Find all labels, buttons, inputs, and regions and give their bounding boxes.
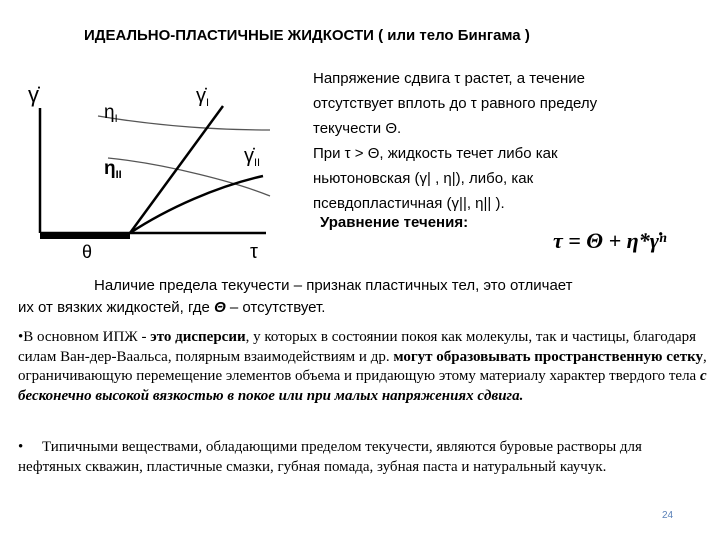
bullet-bold-text: это дисперсии [150, 329, 246, 345]
bullet-text: , ограничивающую перемещение элементов объема и придающую этому материалу характер твердого тела [18, 348, 707, 384]
description-line: псевдопластичная (γ||, η|| ). [313, 195, 505, 212]
bullet-text: В основном ИПЖ - [23, 329, 151, 345]
gamma-1-line [130, 106, 223, 233]
y-axis-label: γ̇ [28, 82, 39, 107]
theta-label: θ [82, 242, 93, 262]
gamma-2-label: $\gammȧ_{II}$ [244, 145, 261, 169]
gamma-1-label: $\gammȧ_I$ [196, 85, 210, 109]
bullet-mark: • [18, 329, 24, 345]
description-line: отсутствует вплоть до τ равного пределу [313, 95, 598, 112]
bullet-bold-italic-text: с бесконечно высокой вязкостью в покое или при малых напряжениях сдвига. [18, 368, 707, 404]
paragraph-line-1: Наличие предела текучести – признак пластичных тел, это отличает [94, 277, 573, 294]
bingham-flow-graph [18, 68, 298, 263]
bullet-text: Типичными веществами, обладающими пределом текучести, являются буровые растворы для нефтяных скважин, пластичные смазки, губная помада, зубная паста и натуральный каучук. [18, 439, 642, 475]
bullet-mark: • [18, 439, 24, 455]
yield-stress-paragraph [18, 275, 708, 319]
eta-1-label: $\eta_I$ [104, 102, 118, 125]
flow-equation-text: τ = Θ + η*γ̇ⁿ [553, 228, 667, 253]
eta-1-curve [98, 116, 270, 130]
flow-equation [553, 222, 703, 262]
eta-2-label: $\eta_{II}$ [104, 158, 122, 181]
equation-label: Уравнение течения: [320, 214, 469, 231]
description-line: текучести Θ. [313, 120, 402, 137]
bullet-bold-text: могут образовывать пространственную сетку [393, 348, 704, 365]
bullet-text: , у которых в состоянии покоя как молекулы, так и частицы, благодаря силам Ван-дер-Ваальса, полярным взаимодействиям и др. [18, 329, 697, 365]
paragraph-line-2-end: – отсутствует. [225, 299, 326, 316]
x-axis-label: τ [250, 241, 258, 263]
description-block [313, 66, 708, 216]
paragraph-line-2: их от вязких жидкостей, где [18, 299, 215, 316]
description-line: Напряжение сдвига τ растет, а течение [313, 70, 585, 87]
description-line: ньютоновская (γ| , η|), либо, как [313, 170, 534, 187]
bullet-examples [18, 438, 708, 477]
theta-symbol: Θ [214, 299, 226, 316]
bullet-dispersions [18, 328, 708, 406]
description-line: При τ > Θ, жидкость течет либо как [313, 145, 558, 162]
page-number: 24 [662, 510, 674, 521]
slide-title: ИДЕАЛЬНО-ПЛАСТИЧНЫЕ ЖИДКОСТИ ( или тело Бингама ) [84, 27, 530, 44]
